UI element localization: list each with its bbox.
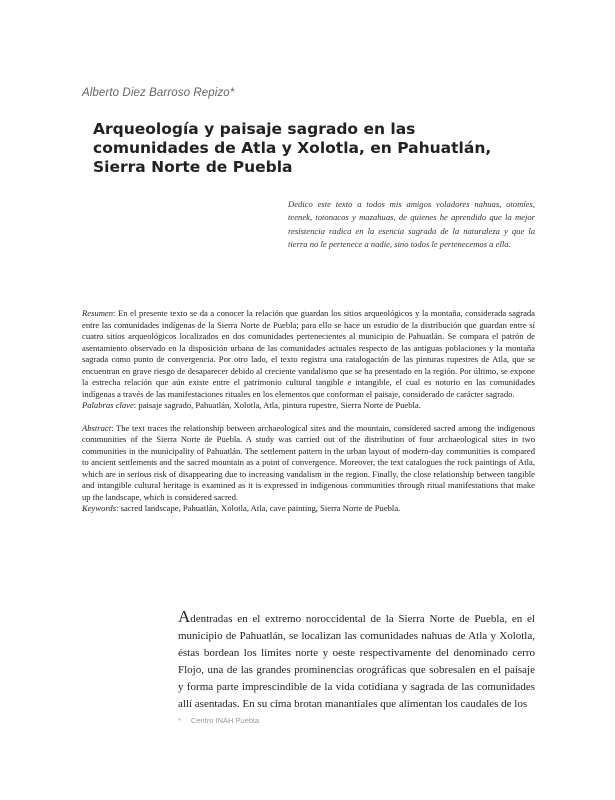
footnote-marker: * <box>178 716 181 725</box>
article-title: Arqueología y paisaje sagrado en las comunidades de Atla y Xolotla, en Pahuatlán, Sierra Norte de Puebla <box>93 120 492 176</box>
palabras-clave-text: : paisaje sagrado, Pahuatlán, Xolotla, Atla, pintura rupestre, Sierra Norte de Puebla. <box>133 400 421 410</box>
drop-cap: A <box>178 607 191 626</box>
abstract-gap <box>82 412 535 423</box>
footnote-affiliation: Centro INAH Puebla <box>190 716 259 725</box>
resumen-label: Resumen <box>82 308 114 318</box>
abstract-text: : The text traces the relationship between archaeological sites and the mountain, considered sacred among the indigenous communities of the Sierra Norte de Puebla. A study was carried out of the distribution of four archaeological sites in two communities in the municipality of Pahuatlán. The settlement pattern in the urban layout of modern-day communities is compared to ancient settlements and the sacred mountain as a point of convergence. Moreover, the text catalogues the rock paintings of Atla, which are in serious risk of disappearing due to increasing vandalism in the region. Finally, the close relationship between tangible and intangible cultural heritage is examined as it is expressed in indigenous communities through ritual manifestations that make up the landscape, which is considered sacred. <box>82 422 535 502</box>
keywords-paragraph <box>82 503 535 515</box>
body-paragraph <box>178 607 535 713</box>
abstract-label: Abstract <box>82 422 112 433</box>
footnote <box>178 716 259 725</box>
abstract-paragraph <box>82 423 535 504</box>
keywords-label: Keywords <box>82 503 117 513</box>
abstracts-section <box>82 308 535 515</box>
body-text: dentradas en el extremo noroccidental de la Sierra Norte de Puebla, en el municipio de Pahuatlán, se localizan las comunidades nahuas de Atla y Xolotla, éstas bordean los límites norte y oeste respectivamente del denominado cerro Flojo, una de las grandes prominencias orográficas que sobresalen en el paisaje y forma parte imprescindible de la vida cotidiana y sagrada de las comunidades allí asentadas. En su cima brotan manantiales que alimentan los caudales de los <box>178 613 535 710</box>
resumen-paragraph <box>82 308 535 400</box>
dedication: Dedico este texto a todos mis amigos voladores nahuas, otomíes, teenek, totonacos y mazahuas, de quienes he aprendido que la mejor resistencia radica en la esencia sagrada de la naturaleza y que la tierra no le pertenece a nadie, sino todos le pertenecemos a ella. <box>288 199 535 249</box>
palabras-clave-paragraph <box>82 400 535 412</box>
resumen-text: : En el presente texto se da a conocer la relación que guardan los sitios arqueológicos y la montaña, considerada sagrada entre las comunidades indígenas de la Sierra Norte de Puebla; para ello se hace un estudio de la distribución que guardan entre sí cuatro sitios arqueológicos localizados en dos comunidades pertenecientes al municipio de Pahuatlán. Se compara el patrón de asentamiento observado en la disposición urbana de las comunidades actuales respecto de las antiguas poblaciones y la montaña sagrada como punto de convergencia. Por otro lado, el texto registra una catalogación de las pinturas rupestres de Atla, que se encuentran en grave riesgo de desaparecer debido al creciente vandalismo que se ha presentado en la región. Por último, se expone la estrecha relación que aún existe entre el patrimonio cultural tangible e intangible, el cual es notorio en las comunidades indígenas a través de las manifestaciones rituales en los elementos que conforman el paisaje, considerado de carácter sagrado. <box>82 308 535 399</box>
palabras-clave-label: Palabras clave <box>82 400 134 410</box>
author-name: Alberto Diez Barroso Repizo* <box>82 87 235 99</box>
keywords-text: : sacred landscape, Pahuatlán, Xolotla, Atla, cave painting, Sierra Norte de Puebla. <box>116 503 401 513</box>
